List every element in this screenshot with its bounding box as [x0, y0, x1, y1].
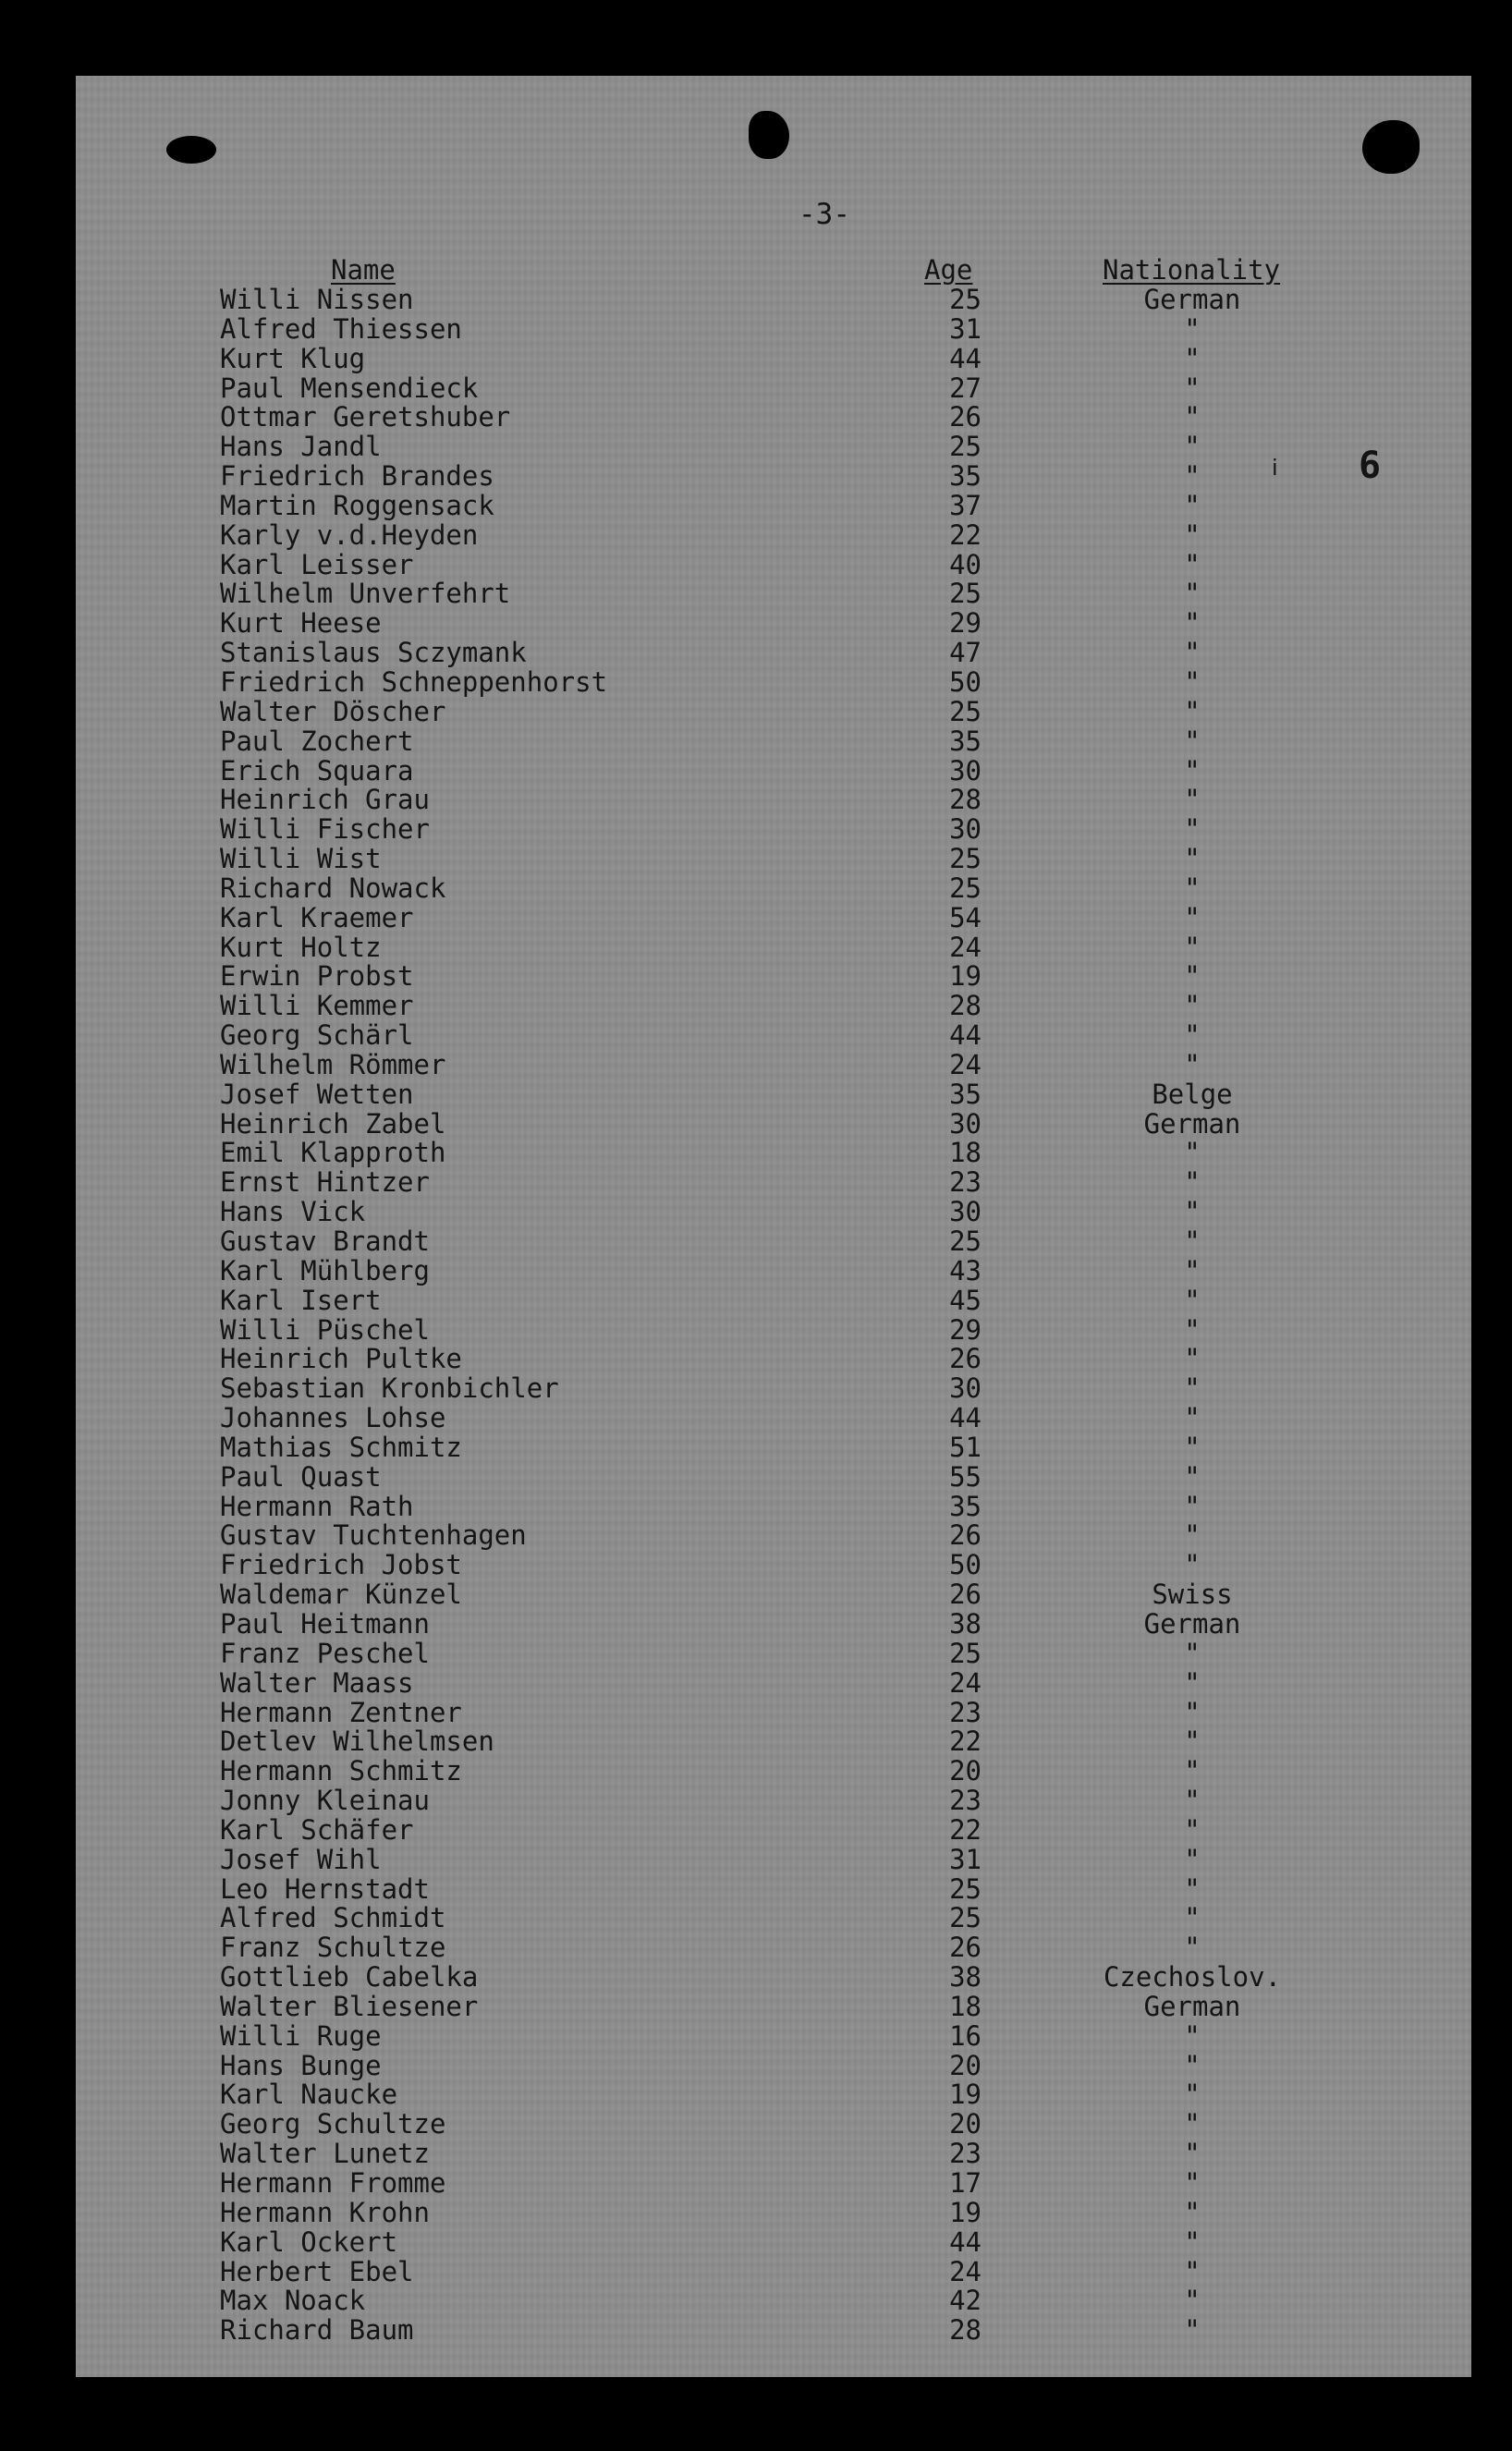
row-name: Max Noack: [220, 2285, 366, 2317]
table-row: [0, 1609, 1512, 1639]
row-name: Willi Ruge: [220, 2019, 382, 2052]
row-age: 23: [949, 1785, 982, 1817]
punch-hole-right: [1362, 120, 1420, 174]
row-name: Karl Naucke: [220, 2079, 398, 2111]
row-name: Karl Mühlberg: [220, 1254, 430, 1286]
row-age: 23: [949, 1166, 982, 1199]
table-row: [0, 1373, 1512, 1403]
row-nationality: Belge: [1152, 1078, 1233, 1110]
row-nationality: ": [1184, 1549, 1201, 1581]
row-name: Hans Bunge: [220, 2049, 382, 2081]
row-age: 35: [949, 725, 982, 757]
table-row: [0, 2109, 1512, 2139]
row-nationality: ": [1184, 1785, 1201, 1817]
row-nationality: ": [1184, 578, 1201, 610]
table-row: [0, 1433, 1512, 1462]
row-nationality: ": [1184, 813, 1201, 846]
punch-hole-left: [166, 136, 216, 164]
row-age: 31: [949, 312, 982, 345]
row-age: 47: [949, 637, 982, 669]
row-nationality: ": [1184, 665, 1201, 698]
table-row: [0, 1138, 1512, 1167]
row-name: Josef Wetten: [220, 1078, 414, 1110]
row-nationality: Czechoslov.: [1103, 1961, 1282, 1994]
row-age: 19: [949, 960, 982, 993]
table-row: [0, 373, 1512, 403]
table-row: [0, 1079, 1512, 1109]
row-nationality: ": [1184, 725, 1201, 757]
row-nationality: ": [1184, 1843, 1201, 1875]
row-nationality: ": [1184, 2049, 1201, 2081]
row-name: Martin Roggensack: [220, 489, 494, 521]
row-name: Walter Bliesener: [220, 1990, 479, 2022]
table-row: [0, 814, 1512, 844]
row-age: 22: [949, 1725, 982, 1758]
table-row: [0, 1109, 1512, 1139]
row-name: Willi Wist: [220, 843, 382, 875]
row-age: 30: [949, 1372, 982, 1405]
table-row: [0, 1462, 1512, 1492]
row-name: Kurt Heese: [220, 607, 382, 640]
table-row: [0, 2257, 1512, 2286]
row-name: Leo Hernstadt: [220, 1872, 430, 1905]
row-age: 26: [949, 1579, 982, 1611]
row-age: 30: [949, 1196, 982, 1228]
row-age: 24: [949, 1666, 982, 1699]
row-age: 20: [949, 1755, 982, 1787]
row-age: 29: [949, 1313, 982, 1346]
row-age: 26: [949, 1519, 982, 1552]
row-age: 19: [949, 2079, 982, 2111]
table-row: [0, 550, 1512, 579]
punch-hole-center: [749, 111, 789, 159]
row-age: 25: [949, 1226, 982, 1257]
row-age: 38: [949, 1961, 982, 1994]
row-age: 28: [949, 2314, 982, 2347]
row-age: 20: [949, 2049, 982, 2081]
table-row: [0, 2227, 1512, 2257]
table-row: [0, 961, 1512, 991]
row-age: 54: [949, 901, 982, 933]
table-row: [0, 1256, 1512, 1286]
row-nationality: ": [1184, 607, 1201, 640]
row-name: Josef Wihl: [220, 1843, 382, 1875]
row-nationality: ": [1184, 1519, 1201, 1552]
table-row: [0, 2139, 1512, 2168]
table-row: [0, 2079, 1512, 2109]
row-nationality: ": [1184, 372, 1201, 404]
page-number: -3-: [799, 198, 850, 231]
table-row: [0, 756, 1512, 786]
row-nationality: ": [1184, 312, 1201, 345]
table-row: [0, 1020, 1512, 1050]
row-name: Friedrich Brandes: [220, 460, 494, 493]
row-nationality: ": [1184, 1254, 1201, 1286]
row-nationality: ": [1184, 2019, 1201, 2052]
row-age: 25: [949, 284, 982, 315]
row-name: Erich Squara: [220, 754, 414, 787]
row-name: Walter Döscher: [220, 695, 446, 727]
row-name: Friedrich Schneppenhorst: [220, 665, 608, 698]
row-nationality: ": [1184, 2196, 1201, 2228]
table-row: [0, 461, 1512, 491]
row-name: Richard Baum: [220, 2314, 414, 2347]
table-row: [0, 1492, 1512, 1521]
row-nationality: ": [1184, 342, 1201, 374]
row-age: 29: [949, 607, 982, 640]
row-name: Detlev Wilhelmsen: [220, 1725, 494, 1758]
row-name: Paul Mensendieck: [220, 372, 479, 404]
row-nationality: ": [1184, 1226, 1201, 1257]
row-age: 45: [949, 1284, 982, 1316]
row-nationality: ": [1184, 1813, 1201, 1846]
header-name: Name: [331, 254, 396, 286]
row-name: Erwin Probst: [220, 960, 414, 993]
row-age: 44: [949, 2225, 982, 2258]
row-age: 30: [949, 813, 982, 846]
row-age: 35: [949, 1490, 982, 1522]
table-row: [0, 1845, 1512, 1874]
row-nationality: German: [1143, 284, 1241, 315]
row-nationality: German: [1143, 1990, 1241, 2022]
row-nationality: ": [1184, 960, 1201, 993]
row-name: Paul Heitmann: [220, 1607, 430, 1640]
row-nationality: ": [1184, 431, 1201, 463]
row-nationality: ": [1184, 1460, 1201, 1493]
row-age: 35: [949, 1078, 982, 1110]
table-row: [0, 933, 1512, 962]
row-nationality: ": [1184, 401, 1201, 433]
row-name: Waldemar Künzel: [220, 1579, 462, 1611]
row-name: Paul Zochert: [220, 725, 414, 757]
row-nationality: ": [1184, 2167, 1201, 2199]
row-nationality: ": [1184, 1872, 1201, 1905]
row-name: Kurt Holtz: [220, 931, 382, 963]
row-age: 24: [949, 931, 982, 963]
row-age: 25: [949, 431, 982, 463]
row-nationality: ": [1184, 489, 1201, 521]
table-row: [0, 1315, 1512, 1345]
row-name: Karl Kraemer: [220, 901, 414, 933]
table-row: [0, 1933, 1512, 1962]
row-nationality: ": [1184, 2314, 1201, 2347]
row-name: Alfred Schmidt: [220, 1902, 446, 1934]
row-name: Heinrich Pultke: [220, 1343, 462, 1375]
table-row: [0, 1786, 1512, 1815]
row-nationality: ": [1184, 518, 1201, 551]
table-row: [0, 785, 1512, 814]
row-nationality: ": [1184, 901, 1201, 933]
row-age: 28: [949, 784, 982, 816]
table-row: [0, 2021, 1512, 2051]
table-row: [0, 873, 1512, 903]
table-row: [0, 1668, 1512, 1698]
row-name: Alfred Thiessen: [220, 312, 462, 345]
row-name: Herbert Ebel: [220, 2255, 414, 2287]
row-age: 44: [949, 342, 982, 374]
table-row: [0, 1639, 1512, 1668]
row-age: 25: [949, 1637, 982, 1669]
row-name: Ernst Hintzer: [220, 1166, 430, 1199]
row-name: Hans Vick: [220, 1196, 366, 1228]
table-row: [0, 2051, 1512, 2080]
row-age: 38: [949, 1607, 982, 1640]
row-age: 24: [949, 1048, 982, 1080]
row-nationality: ": [1184, 1666, 1201, 1699]
row-name: Wilhelm Unverfehrt: [220, 578, 511, 610]
row-nationality: ": [1184, 754, 1201, 787]
table-row: [0, 844, 1512, 873]
row-age: 19: [949, 2196, 982, 2228]
table-row: [0, 432, 1512, 461]
roster-table: [0, 285, 1512, 2345]
row-age: 18: [949, 1990, 982, 2022]
table-row: [0, 2198, 1512, 2227]
row-name: Franz Peschel: [220, 1637, 430, 1669]
row-age: 22: [949, 1813, 982, 1846]
row-name: Karl Schäfer: [220, 1813, 414, 1846]
row-name: Willi Fischer: [220, 813, 430, 846]
table-row: [0, 1903, 1512, 1933]
row-name: Friedrich Jobst: [220, 1549, 462, 1581]
row-name: Stanislaus Sczymank: [220, 637, 527, 669]
table-row: [0, 1167, 1512, 1197]
table-row: [0, 1815, 1512, 1845]
row-age: 26: [949, 1343, 982, 1375]
row-name: Heinrich Zabel: [220, 1107, 446, 1140]
row-nationality: ": [1184, 1402, 1201, 1434]
row-nationality: ": [1184, 548, 1201, 580]
row-nationality: German: [1143, 1607, 1241, 1640]
row-name: Jonny Kleinau: [220, 1785, 430, 1817]
row-age: 27: [949, 372, 982, 404]
row-name: Karly v.d.Heyden: [220, 518, 479, 551]
table-row: [0, 1874, 1512, 1904]
table-row: [0, 1756, 1512, 1786]
row-nationality: ": [1184, 1932, 1201, 1964]
row-nationality: ": [1184, 2285, 1201, 2317]
table-row: [0, 638, 1512, 667]
row-nationality: ": [1184, 637, 1201, 669]
row-name: Franz Schultze: [220, 1932, 446, 1964]
table-row: [0, 285, 1512, 314]
row-age: 44: [949, 1019, 982, 1052]
table-row: [0, 2315, 1512, 2345]
row-nationality: ": [1184, 1725, 1201, 1758]
row-age: 51: [949, 1431, 982, 1463]
row-age: 28: [949, 990, 982, 1022]
header-nationality: Nationality: [1103, 254, 1281, 286]
row-nationality: ": [1184, 2108, 1201, 2140]
table-row: [0, 402, 1512, 432]
table-row: [0, 1344, 1512, 1373]
row-nationality: ": [1184, 1490, 1201, 1522]
row-age: 25: [949, 578, 982, 610]
row-name: Mathias Schmitz: [220, 1431, 462, 1463]
row-name: Georg Schärl: [220, 1019, 414, 1052]
row-age: 24: [949, 2255, 982, 2287]
row-nationality: ": [1184, 1166, 1201, 1199]
row-age: 26: [949, 401, 982, 433]
table-row: [0, 697, 1512, 726]
table-row: [0, 2286, 1512, 2315]
row-nationality: ": [1184, 1637, 1201, 1669]
table-row: [0, 726, 1512, 756]
table-row: [0, 1403, 1512, 1433]
row-nationality: ": [1184, 843, 1201, 875]
row-nationality: ": [1184, 931, 1201, 963]
table-row: [0, 344, 1512, 373]
row-name: Johannes Lohse: [220, 1402, 446, 1434]
row-name: Hermann Fromme: [220, 2167, 446, 2199]
row-nationality: ": [1184, 784, 1201, 816]
row-name: Sebastian Kronbichler: [220, 1372, 559, 1405]
row-name: Karl Ockert: [220, 2225, 398, 2258]
table-row: [0, 903, 1512, 933]
row-nationality: ": [1184, 1048, 1201, 1080]
row-nationality: ": [1184, 695, 1201, 727]
row-age: 42: [949, 2285, 982, 2317]
row-age: 50: [949, 665, 982, 698]
table-row: [0, 2168, 1512, 2198]
row-name: Karl Isert: [220, 1284, 382, 1316]
row-nationality: Swiss: [1152, 1579, 1233, 1611]
row-age: 40: [949, 548, 982, 580]
row-name: Karl Leisser: [220, 548, 414, 580]
row-age: 30: [949, 754, 982, 787]
row-nationality: ": [1184, 872, 1201, 904]
table-row: [0, 1962, 1512, 1992]
row-nationality: ": [1184, 1372, 1201, 1405]
table-row: [0, 991, 1512, 1020]
row-name: Kurt Klug: [220, 342, 366, 374]
row-nationality: ": [1184, 1755, 1201, 1787]
row-name: Hermann Krohn: [220, 2196, 430, 2228]
row-name: Heinrich Grau: [220, 784, 430, 816]
row-nationality: ": [1184, 460, 1201, 493]
row-name: Walter Lunetz: [220, 2138, 430, 2170]
row-nationality: ": [1184, 1431, 1201, 1463]
row-nationality: German: [1143, 1107, 1241, 1140]
table-row: [0, 1992, 1512, 2021]
row-nationality: ": [1184, 1343, 1201, 1375]
row-nationality: ": [1184, 1019, 1201, 1052]
row-age: 22: [949, 518, 982, 551]
table-row: [0, 520, 1512, 550]
row-age: 23: [949, 2138, 982, 2170]
row-name: Wilhelm Römmer: [220, 1048, 446, 1080]
table-row: [0, 1698, 1512, 1727]
margin-note: 6: [1359, 445, 1382, 487]
row-name: Ottmar Geretshuber: [220, 401, 511, 433]
row-age: 50: [949, 1549, 982, 1581]
table-row: [0, 667, 1512, 697]
row-age: 18: [949, 1137, 982, 1169]
row-age: 55: [949, 1460, 982, 1493]
row-name: Hermann Schmitz: [220, 1755, 462, 1787]
table-row: [0, 1726, 1512, 1756]
row-age: 16: [949, 2019, 982, 2052]
row-nationality: ": [1184, 990, 1201, 1022]
row-name: Walter Maass: [220, 1666, 414, 1699]
row-age: 35: [949, 460, 982, 493]
margin-tick: ⅰ: [1272, 455, 1278, 481]
table-row: [0, 1550, 1512, 1579]
table-row: [0, 608, 1512, 638]
row-age: 25: [949, 695, 982, 727]
row-name: Georg Schultze: [220, 2108, 446, 2140]
row-age: 20: [949, 2108, 982, 2140]
row-age: 23: [949, 1696, 982, 1728]
row-age: 26: [949, 1932, 982, 1964]
row-age: 25: [949, 872, 982, 904]
header-age: Age: [924, 254, 973, 286]
row-nationality: ": [1184, 2255, 1201, 2287]
table-row: [0, 314, 1512, 344]
row-name: Hermann Zentner: [220, 1696, 462, 1728]
row-nationality: ": [1184, 2138, 1201, 2170]
row-name: Richard Nowack: [220, 872, 446, 904]
table-row: [0, 491, 1512, 520]
row-age: 30: [949, 1107, 982, 1140]
row-nationality: ": [1184, 1137, 1201, 1169]
table-row: [0, 1520, 1512, 1550]
row-name: Hermann Rath: [220, 1490, 414, 1522]
row-name: Willi Kemmer: [220, 990, 414, 1022]
row-name: Willi Püschel: [220, 1313, 430, 1346]
table-row: [0, 1050, 1512, 1079]
row-age: 43: [949, 1254, 982, 1286]
row-name: Paul Quast: [220, 1460, 382, 1493]
row-age: 31: [949, 1843, 982, 1875]
table-row: [0, 1226, 1512, 1256]
row-nationality: ": [1184, 1902, 1201, 1934]
row-nationality: ": [1184, 1284, 1201, 1316]
table-row: [0, 1197, 1512, 1226]
row-nationality: ": [1184, 1696, 1201, 1728]
row-age: 25: [949, 1902, 982, 1934]
row-name: Willi Nissen: [220, 284, 414, 315]
row-age: 17: [949, 2167, 982, 2199]
table-row: [0, 579, 1512, 608]
row-name: Gustav Brandt: [220, 1226, 430, 1257]
row-age: 44: [949, 1402, 982, 1434]
row-name: Emil Klapproth: [220, 1137, 446, 1169]
row-age: 25: [949, 1872, 982, 1905]
row-nationality: ": [1184, 1196, 1201, 1228]
row-nationality: ": [1184, 1313, 1201, 1346]
row-age: 25: [949, 843, 982, 875]
row-age: 37: [949, 489, 982, 521]
row-name: Gustav Tuchtenhagen: [220, 1519, 527, 1552]
row-nationality: ": [1184, 2225, 1201, 2258]
table-row: [0, 1286, 1512, 1315]
row-nationality: ": [1184, 2079, 1201, 2111]
row-name: Hans Jandl: [220, 431, 382, 463]
table-row: [0, 1579, 1512, 1609]
row-name: Gottlieb Cabelka: [220, 1961, 479, 1994]
